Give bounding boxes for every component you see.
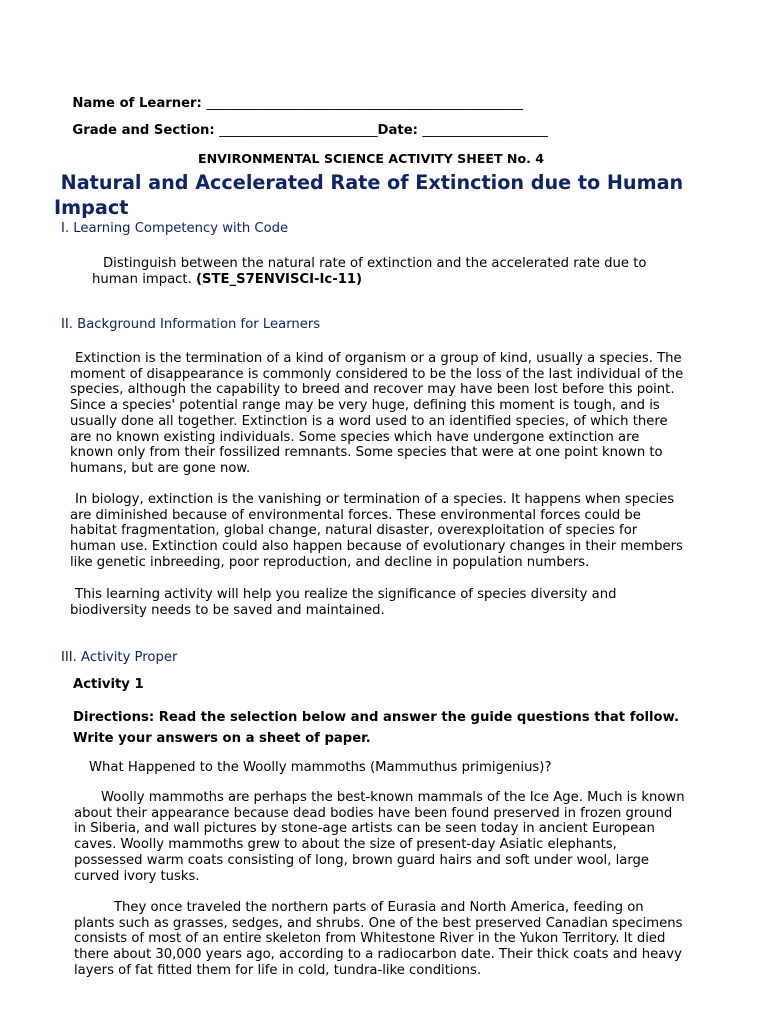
date-label: Date: xyxy=(377,123,418,138)
grade-section-field[interactable] xyxy=(54,108,548,153)
competency-code: (STE_S7ENVISCI-Ic-11) xyxy=(195,272,363,287)
grade-section-label: Grade and Section: xyxy=(72,123,215,138)
activity-sheet-number: ENVIRONMENTAL SCIENCE ACTIVITY SHEET No. 4 xyxy=(198,151,545,166)
activity-proper-heading: III. Activity Proper xyxy=(61,650,178,665)
learning-competency-heading: I. Learning Competency with Code xyxy=(61,221,289,236)
learner-name-line: ________________________________________________ xyxy=(206,96,523,111)
grade-section-line: ________________________ xyxy=(219,123,378,138)
directions-label: Directions xyxy=(73,710,149,725)
background-paragraph-3: This learning activity will help you realize the significance of species diversity and biodiversity needs to be saved and maintained. xyxy=(70,587,617,618)
learner-name-label: Name of Learner: xyxy=(72,96,202,111)
background-paragraph-2: In biology, extinction is the vanishing or termination of a species. It happens when species are diminished because of environmental forces. These environmental forces could be habitat fragmentation, global change, natural disaster, overexploitation of species for human use. Extinction could also happen because of evolutionary changes in their members like genetic inbreeding, poor reproduction, and decline in population numbers. xyxy=(70,492,683,570)
directions-line-2: Write your answers on a sheet of paper. xyxy=(73,731,371,746)
background-paragraph-1: Extinction is the termination of a kind of organism or a group of kind, usually a species. The moment of disappearance is commonly considered to be the loss of the last individual of the species, although the capability to breed and recover may have been lost before this point. Since a species' potential range may be very huge, defining this moment is tough, and is usually done all together. Extinction is a word used to an identified species, of which there are no known existing individuals. Some species which have undergone extinction are known only from their fossilized remnants. Some species that were at one point known to humans, but are gone now. xyxy=(70,351,684,476)
directions-line-1: Directions: Read the selection below and answer the guide questions that follow. xyxy=(73,710,679,725)
reading-paragraph-1: Woolly mammoths are perhaps the best-known mammals of the Ice Age. Much is known about their appearance because dead bodies have been found preserved in frozen ground in Siberia, and wall pictures by stone-age artists can be seen today in ancient European caves. Woolly mammoths grew to about the size of present-day Asiatic elephants, possessed warm coats consisting of long, brown guard hairs and soft under wool, large curved ivory tusks. xyxy=(74,790,685,884)
competency-text-line-1: Distinguish between the natural rate of extinction and the accelerated rate due to xyxy=(103,256,647,271)
date-line: ___________________ xyxy=(422,123,548,138)
document-title-line-2: Impact xyxy=(54,196,129,219)
reading-paragraph-2: They once traveled the northern parts of Eurasia and North America, feeding on plants such as grasses, sedges, and shrubs. One of the best preserved Canadian specimens consists of most of an entire skeleton from Whitestone River in the Yukon Territory. It died there about 30,000 years ago, according to a radiocarbon date. Their thick coats and heavy layers of fat fitted them for life in cold, tundra-like conditions. xyxy=(74,900,683,978)
background-info-heading: II. Background Information for Learners xyxy=(61,317,321,332)
activity-1-title: Activity 1 xyxy=(73,677,144,692)
reading-title: What Happened to the Woolly mammoths (Mammuthus primigenius)? xyxy=(89,760,552,775)
competency-text-line-2: human impact. (STE_S7ENVISCI-Ic-11) xyxy=(92,272,363,287)
document-title-line-1: Natural and Accelerated Rate of Extinction due to Human xyxy=(54,171,684,194)
